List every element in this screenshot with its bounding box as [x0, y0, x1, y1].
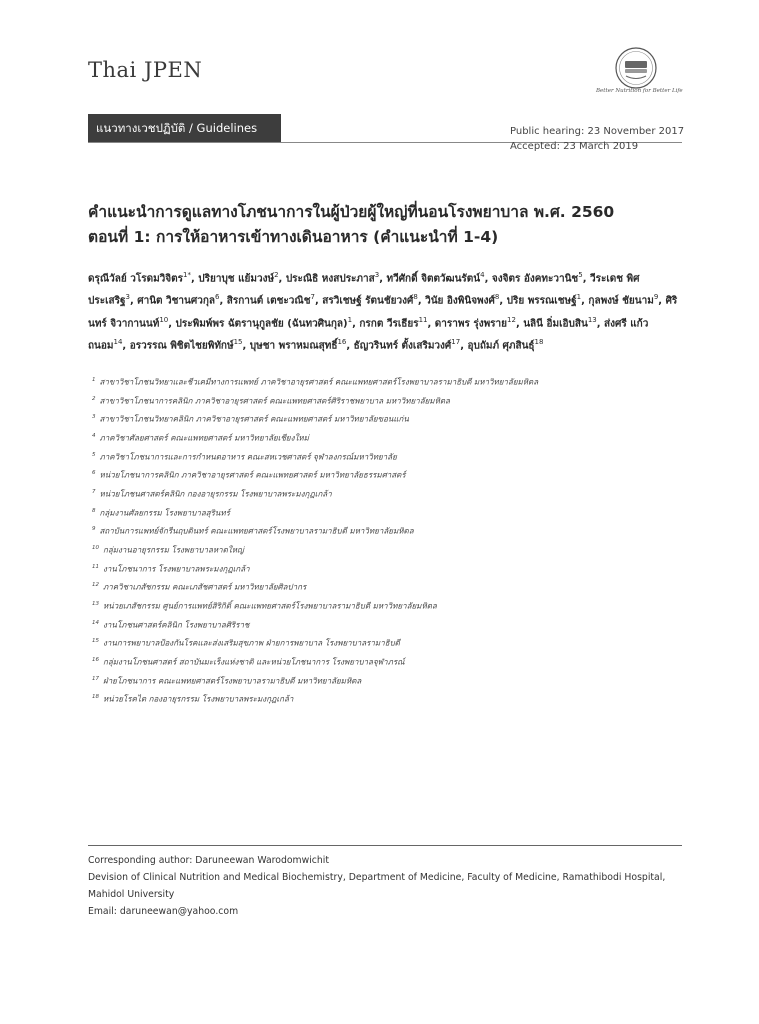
- affiliation-number: 13: [92, 600, 99, 607]
- author-affiliation-mark: 1: [347, 315, 353, 324]
- public-hearing-date: Public hearing: 23 November 2017: [510, 126, 685, 137]
- author-affiliation-mark: 3: [125, 293, 130, 302]
- affiliation-number: 7: [92, 488, 96, 495]
- affiliation-number: 9: [92, 526, 96, 533]
- author-affiliation-mark: 6: [215, 293, 220, 302]
- author-name: นลินี อิ่มเอิบสิน: [523, 317, 588, 329]
- author-affiliation-mark: 2: [274, 271, 279, 279]
- affiliation-number: 3: [92, 414, 96, 421]
- affiliation-item: [92, 465, 682, 484]
- accepted-date: Accepted: 23 March 2019: [510, 141, 639, 152]
- affiliation-list: [92, 372, 682, 708]
- corresponding-email: Email: daruneewan@yahoo.com: [88, 906, 239, 917]
- correspondence-block: [88, 852, 682, 920]
- author-name: อุบถัมภ์ ศุภสินธุ์: [467, 340, 535, 352]
- author-name: ศิรินทร์ จิวากานนท์: [88, 295, 678, 329]
- author-affiliation-mark: 10: [159, 315, 169, 324]
- author-affiliation-mark: 8: [413, 293, 418, 302]
- affiliation-item: [92, 484, 682, 503]
- section-label: แนวทางเวชปฏิบัติ / Guidelines: [88, 114, 281, 142]
- corresponding-author: Corresponding author: Daruneewan Warodomwichit: [88, 855, 330, 866]
- footnote-rule: [88, 845, 682, 846]
- author-name: ส่งศรี แก้วถนอม: [88, 317, 649, 352]
- author-name: สรวิเชษฐ์ รัตนชัยวงศ์: [322, 295, 414, 307]
- affiliation-text: หน่วยเภสัชกรรม ศูนย์การแพทย์สิริกิติ์ คณะแพทยศาสตร์โรงพยาบาลรามาธิบดี มหาวิทยาลัยมหิดล: [103, 601, 437, 611]
- journal-tagline: Better Nutrition for Better Life: [596, 88, 683, 94]
- affiliation-text: งานการพยาบาลป้องกันโรคและส่งเสริมสุขภาพ ฝ่ายการพยาบาล โรงพยาบาลรามาธิบดี: [103, 638, 400, 648]
- affiliation-item: [92, 540, 682, 559]
- affiliation-text: สาขาวิชาโภชนวิทยาและชีวเคมีทางการแพทย์ ภาควิชาอายุรศาสตร์ คณะแพทยศาสตร์โรงพยาบาลรามาธิบดี มหาวิทยาลัยมหิดล: [99, 377, 539, 387]
- affiliation-item: [92, 671, 682, 690]
- author-affiliation-mark: 9: [653, 293, 659, 302]
- author-list: ดรุณีวัลย์ วโรดมวิจิตร$^{1*}$, ปริยาบุช แย้มวงษ์$^2$, ประณิธิ หงสประภาส$^3$, ทวีศักดิ์ จิตตวัฒนรัตน์$^4$, จงจิตร อังคทะวานิช$^5$, วีระเดช พิศประเสริฐ$^3$, ศานิต วิชานศวกุล$^6$, สิรกานต์ เตชะวณิช$^7$, สรวิเชษฐ์ รัตนชัยวงศ์$^8$, วินัย อิงพินิจพงศ์$^8$, ปริย พรรณเชษฐ์$^1$, กุลพงษ์ ชัยนาม$^9$, ศิรินทร์ จิวากานนท์$^{10}$, ประพิมพ์พร ฉัตรานุกูลชัย (ฉันทวศินกุล)$^1$, กรกต วีรเธียร$^{11}$, ดาราพร รุ่งพราย$^{12}$, นลินี อิ่มเอิบสิน$^{13}$, ส่งศรี แก้วถนอม$^{14}$, อรวรรณ พิชิตไชยพิทักษ์$^{15}$, บุษชา พราหมณสุทธิ์$^{16}$, ธัญวรินทร์ ตั้งเสริมวงศ์$^{17}$, อุบถัมภ์ ศุภสินธุ์$^{18}$: [88, 271, 678, 352]
- author-affiliation-mark: 16: [337, 337, 347, 346]
- author-name: ดาราพร รุ่งพราย: [434, 317, 508, 329]
- author-affiliation-mark: 18: [534, 337, 544, 346]
- author-affiliation-mark: 14: [113, 337, 123, 346]
- affiliation-item: [92, 689, 682, 708]
- author-name: ปริยาบุช แย้มวงษ์: [198, 273, 275, 285]
- author-affiliation-mark: 7: [310, 293, 315, 302]
- affiliation-number: 18: [92, 694, 99, 701]
- author-name: จงจิตร อังคทะวานิช: [491, 273, 579, 285]
- author-name: ดรุณีวัลย์ วโรดมวิจิตร: [88, 273, 184, 285]
- affiliation-text: กลุ่มงานโภชนศาสตร์ สถาบันมะเร็งแห่งชาติ และหน่วยโภชนาการ โรงพยาบาลจุฬาภรณ์: [103, 657, 405, 667]
- affiliation-text: งานโภชนศาสตร์คลินิก โรงพยาบาลศิริราช: [103, 620, 250, 630]
- affiliation-item: [92, 559, 682, 578]
- affiliation-number: 4: [92, 432, 96, 439]
- author-affiliation-mark: 1*: [183, 271, 191, 279]
- author-name: กรกต วีรเธียร: [359, 317, 419, 329]
- author-name: ปริย พรรณเชษฐ์: [506, 295, 577, 307]
- corresponding-division: Devision of Clinical Nutrition and Medical Biochemistry, Department of Medicine, Faculty of Medicine, Ramathibodi Hospital,: [88, 872, 666, 883]
- author-name: ประพิมพ์พร ฉัตรานุกูลชัย (ฉันทวศินกุล): [175, 317, 348, 329]
- affiliation-text: สาขาวิชาโภชนาการคลินิก ภาควิชาอายุรศาสตร์ คณะแพทยศาสตร์ศิริราชพยาบาล มหาวิทยาลัยมหิดล: [99, 396, 450, 406]
- affiliation-text: สถาบันการแพทย์จักรีนฤบดินทร์ คณะแพทยศาสตร์โรงพยาบาลรามาธิบดี มหาวิทยาลัยมหิดล: [99, 526, 414, 536]
- affiliation-text: หน่วยโรคไต กองอายุรกรรม โรงพยาบาลพระมงกุฎเกล้า: [103, 694, 294, 704]
- affiliation-number: 11: [92, 563, 99, 570]
- article-dates: [510, 124, 684, 154]
- affiliation-item: [92, 372, 682, 391]
- author-affiliation-mark: 3: [374, 271, 380, 279]
- article-title: [88, 200, 688, 250]
- author-affiliation-mark: 11: [418, 315, 428, 324]
- affiliation-number: 5: [92, 451, 96, 458]
- affiliation-item: [92, 521, 682, 540]
- author-name: ทวีศักดิ์ จิตตวัฒนรัตน์: [386, 273, 481, 285]
- author-name: วีระเดช พิศประเสริฐ: [88, 273, 640, 307]
- author-affiliation-mark: 5: [578, 271, 583, 279]
- author-name: สิรกานต์ เตชะวณิช: [226, 295, 311, 307]
- author-name: บุษชา พราหมณสุทธิ์: [249, 340, 338, 352]
- author-name: วินัย อิงพินิจพงศ์: [425, 295, 495, 307]
- title-line-2: ตอนที่ 1: การให้อาหารเข้าทางเดินอาหาร (คำแนะนำที่ 1-4): [88, 228, 499, 246]
- affiliation-number: 6: [92, 470, 96, 477]
- affiliation-text: กลุ่มงานศัลยกรรม โรงพยาบาลสุรินทร์: [99, 508, 230, 518]
- journal-name: Thai JPEN: [88, 58, 203, 82]
- affiliation-number: 10: [92, 544, 99, 551]
- author-affiliation-mark: 8: [494, 293, 500, 302]
- affiliation-item: [92, 652, 682, 671]
- affiliation-item: [92, 409, 682, 428]
- affiliation-text: ฝ่ายโภชนาการ คณะแพทยศาสตร์โรงพยาบาลรามาธิบดี มหาวิทยาลัยมหิดล: [103, 676, 362, 686]
- affiliation-text: ภาควิชาเภสัชกรรม คณะเภสัชศาสตร์ มหาวิทยาลัยศิลปากร: [103, 582, 307, 592]
- author-name: กุลพงษ์ ชัยนาม: [588, 295, 654, 307]
- affiliation-text: กลุ่มงานอายุรกรรม โรงพยาบาลหาดใหญ่: [103, 545, 244, 555]
- affiliation-number: 2: [92, 395, 96, 402]
- affiliation-text: หน่วยโภชนาการคลินิก ภาควิชาอายุรศาสตร์ คณะแพทยศาสตร์ มหาวิทยาลัยธรรมศาสตร์: [99, 470, 406, 480]
- author-name: อรวรรณ พิชิตไชยพิทักษ์: [129, 340, 234, 352]
- author-name: ศานิต วิชานศวกุล: [137, 295, 216, 307]
- affiliation-item: [92, 391, 682, 410]
- affiliation-text: งานโภชนาการ โรงพยาบาลพระมงกุฎเกล้า: [103, 564, 250, 574]
- affiliation-item: [92, 447, 682, 466]
- thai-jpen-logo: [614, 46, 658, 90]
- affiliation-text: ภาควิชาโภชนาการและการกำหนดอาหาร คณะสหเวชศาสตร์ จุฬาลงกรณ์มหาวิทยาลัย: [99, 452, 397, 462]
- affiliation-item: [92, 615, 682, 634]
- corresponding-university: Mahidol University: [88, 889, 175, 900]
- affiliation-item: [92, 596, 682, 615]
- affiliation-item: [92, 428, 682, 447]
- affiliation-item: [92, 577, 682, 596]
- title-line-1: คำแนะนำการดูแลทางโภชนาการในผู้ป่วยผู้ใหญ่ที่นอนโรงพยาบาล พ.ศ. 2560: [88, 203, 615, 221]
- affiliation-text: สาขาวิชาโภชนวิทยาคลินิก ภาควิชาอายุรศาสตร์ คณะแพทยศาสตร์ มหาวิทยาลัยขอนแก่น: [99, 414, 409, 424]
- affiliation-number: 15: [92, 638, 99, 645]
- author-affiliation-mark: 13: [587, 315, 597, 324]
- affiliation-number: 14: [92, 619, 99, 626]
- affiliation-number: 12: [92, 582, 99, 589]
- affiliation-text: ภาควิชาศัลยศาสตร์ คณะแพทยศาสตร์ มหาวิทยาลัยเชียงใหม่: [99, 433, 309, 443]
- author-affiliation-mark: 1: [576, 293, 582, 302]
- affiliation-number: 17: [92, 675, 99, 682]
- affiliation-number: 16: [92, 656, 99, 663]
- author-affiliation-mark: 4: [480, 271, 485, 279]
- author-name: ประณิธิ หงสประภาส: [285, 273, 375, 285]
- author-name: ธัญวรินทร์ ตั้งเสริมวงศ์: [353, 340, 452, 352]
- author-affiliation-mark: 17: [451, 337, 461, 346]
- affiliation-number: 1: [92, 377, 96, 383]
- affiliation-item: [92, 633, 682, 652]
- affiliation-item: [92, 503, 682, 522]
- author-affiliation-mark: 12: [507, 315, 516, 324]
- author-affiliation-mark: 15: [233, 337, 243, 346]
- affiliation-number: 8: [92, 507, 96, 514]
- affiliation-text: หน่วยโภชนศาสตร์คลินิก กองอายุรกรรม โรงพยาบาลพระมงกุฎเกล้า: [99, 489, 332, 499]
